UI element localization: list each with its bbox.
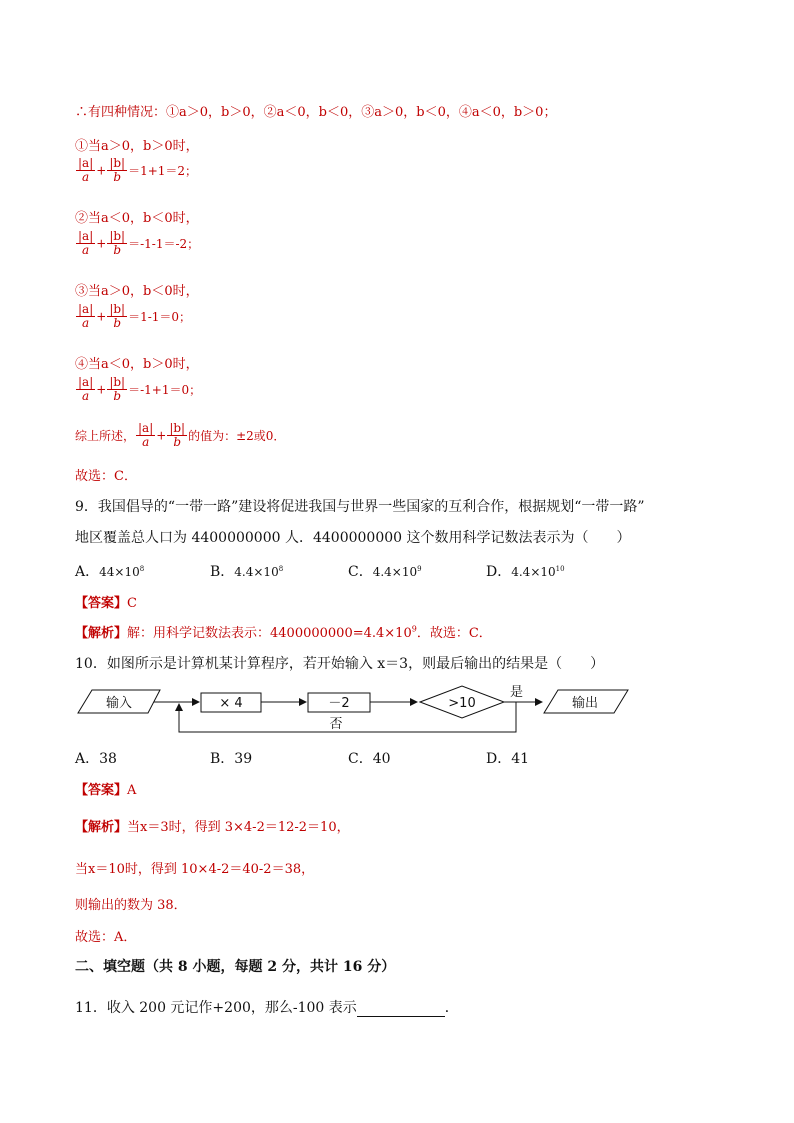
flow-no-label: 否: [329, 717, 343, 732]
case4-condition: ④当a＜0，b＞0时，: [75, 357, 199, 372]
case3-condition: ③当a＞0，b＜0时，: [75, 284, 199, 299]
fraction-a: $\frac{|a|}{a}$: [138, 421, 154, 449]
case3-result: ＝1-1＝0；: [128, 310, 192, 324]
q9-option-a: A．$44\times 10^8$: [75, 564, 145, 580]
case1-result: ＝1+1＝2；: [128, 164, 198, 178]
q11-blank[interactable]: [357, 1002, 445, 1017]
case4-expression: $\frac{|a|}{a}$ + $\frac{|b|}{b}$ ＝-1+1＝0；: [78, 375, 202, 403]
q10-option-b: B．39: [210, 751, 253, 767]
q10-question: 10．如图所示是计算机某计算程序，若开始输入 x＝3，则最后输出的结果是（ ）: [75, 656, 605, 672]
cases-intro: ∴有四种情况：①a＞0，b＞0，②a＜0，b＜0，③a＞0，b＜0，④a＜0，b＞0；: [75, 105, 557, 120]
case2-expression: $\frac{|a|}{a}$ + $\frac{|b|}{b}$ ＝-1-1＝-2；: [78, 229, 200, 257]
case1-condition: ①当a＞0，b＞0时，: [75, 139, 199, 154]
q9-option-b: B．$4.4\times 10^8$: [210, 564, 284, 580]
q9-answer: 【答案】C: [75, 596, 137, 611]
q10-option-a: A．38: [75, 751, 117, 767]
fraction-b: $\frac{|b|}{b}$: [109, 302, 126, 330]
q10-analysis-line3: 则输出的数为 38．: [75, 898, 187, 913]
flow-input-label: 输入: [105, 696, 133, 711]
q9-line1: 9．我国倡导的“一带一路”建设将促进我国与世界一些国家的互利合作，根据规划“一带一路”: [75, 499, 645, 515]
q10-choose: 故选：A．: [75, 930, 137, 945]
fraction-b: $\frac{|b|}{b}$: [109, 229, 126, 257]
case4-result: ＝-1+1＝0；: [128, 383, 202, 397]
flow-minus2-label: －2: [328, 696, 350, 711]
fraction-b: $\frac{|b|}{b}$: [109, 156, 126, 184]
fraction-a: $\frac{|a|}{a}$: [78, 375, 94, 403]
q10-analysis-line2: 当x＝10时，得到 10×4-2＝40-2＝38，: [75, 862, 315, 877]
q10-analysis: 【解析】当x＝3时，得到 3×4-2＝12-2＝10，: [75, 820, 350, 835]
flow-output-label: 输出: [571, 696, 599, 711]
summary-expression: 综上所述， $\frac{|a|}{a}$ + $\frac{|b|}{b}$ 的值为：±2或0．: [75, 421, 286, 449]
section2-title: 二、填空题（共 8 小题，每题 2 分，共计 16 分）: [75, 959, 396, 975]
q10-option-c: C．40: [348, 751, 391, 767]
case2-result: ＝-1-1＝-2；: [128, 237, 200, 251]
q9-line2: 地区覆盖总人口为 4400000000 人．4400000000 这个数用科学记数法表示为（ ）: [75, 530, 631, 546]
flow-compare-label: >10: [448, 696, 476, 711]
q9-option-c: C．$4.4\times 10^9$: [348, 564, 422, 580]
fraction-a: $\frac{|a|}{a}$: [78, 302, 94, 330]
q8-choose: 故选：C．: [75, 469, 137, 484]
case3-expression: $\frac{|a|}{a}$ + $\frac{|b|}{b}$ ＝1-1＝0；: [78, 302, 192, 330]
q9-analysis: 【解析】解：用科学记数法表示：$4400000000=4.4\times 10^9$．故选：C．: [75, 624, 492, 641]
flow-times4-label: × 4: [219, 696, 243, 711]
flow-yes-label: 是: [510, 685, 524, 700]
fraction-b: $\frac{|b|}{b}$: [109, 375, 126, 403]
flowchart: [74, 682, 634, 736]
fraction-b: $\frac{|b|}{b}$: [169, 421, 186, 449]
q10-answer: 【答案】A: [75, 783, 137, 798]
case2-condition: ②当a＜0，b＜0时，: [75, 211, 199, 226]
fraction-a: $\frac{|a|}{a}$: [78, 229, 94, 257]
q9-option-d: D．$4.4\times 10^{10}$: [486, 564, 565, 580]
fraction-a: $\frac{|a|}{a}$: [78, 156, 94, 184]
q10-option-d: D．41: [486, 751, 530, 767]
q11-question: 11．收入 200 元记作+200，那么-100 表示 ．: [75, 1000, 459, 1016]
case1-expression: $\frac{|a|}{a}$ + $\frac{|b|}{b}$ ＝1+1＝2；: [78, 156, 198, 184]
